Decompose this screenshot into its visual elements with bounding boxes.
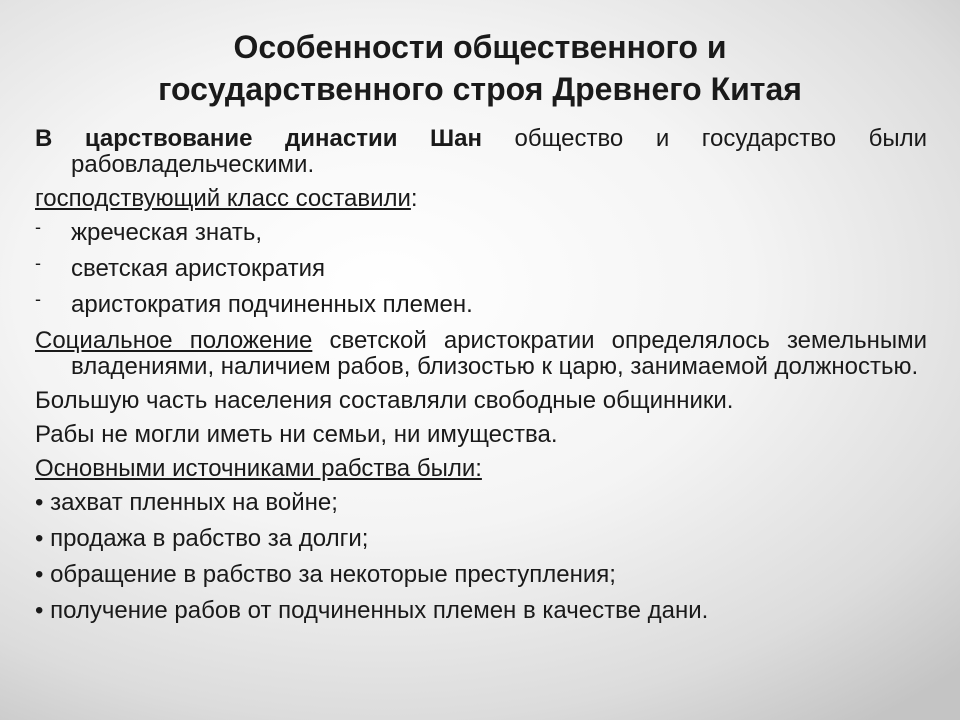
slide-body [35,126,927,634]
slide-title-line-1: Особенности общественного и [233,29,727,65]
ruling-class-item [35,217,927,246]
dash-marker: - [35,217,41,237]
social-position-paragraph [35,328,927,380]
sources-heading-text: Основными источниками рабства были: [35,455,482,482]
population-paragraph: Большую часть населения составляли свободные общинники. [35,387,734,414]
source-item: • захват пленных на войне; [35,489,338,516]
ruling-class-heading-text: господствующий класс составили [35,185,411,212]
slide-title [40,26,920,110]
dash-marker: - [35,253,41,273]
intro-bold-text: В царствование династии Шан [35,125,482,152]
slide-title-line-2: государственного строя Древнего Китая [158,71,802,107]
ruling-class-colon: : [410,185,418,212]
source-item: • продажа в рабство за долги; [35,525,369,552]
slaves-paragraph: Рабы не могли иметь ни семьи, ни имущества. [35,421,558,448]
intro-text: общество и государство были рабовладельческими. [71,125,928,178]
intro-paragraph [35,126,927,178]
social-position-heading: Социальное положение [35,327,313,354]
ruling-class-item [35,253,927,282]
ruling-class-item [35,289,927,318]
ruling-class-item-text: жреческая знать, [71,219,263,246]
ruling-class-item-text: аристократия подчиненных племен. [71,291,473,318]
ruling-class-heading [35,186,927,212]
ruling-class-item-text: светская аристократия [71,255,326,282]
sources-heading [35,456,927,482]
source-item: • обращение в рабство за некоторые преступления; [35,561,616,588]
social-position-text: светской аристократии определялось земельными владениями, наличием рабов, близостью к царю, занимаемой должностью. [71,327,927,380]
source-item: • получение рабов от подчиненных племен в качестве дани. [35,597,709,624]
dash-marker: - [35,289,41,309]
